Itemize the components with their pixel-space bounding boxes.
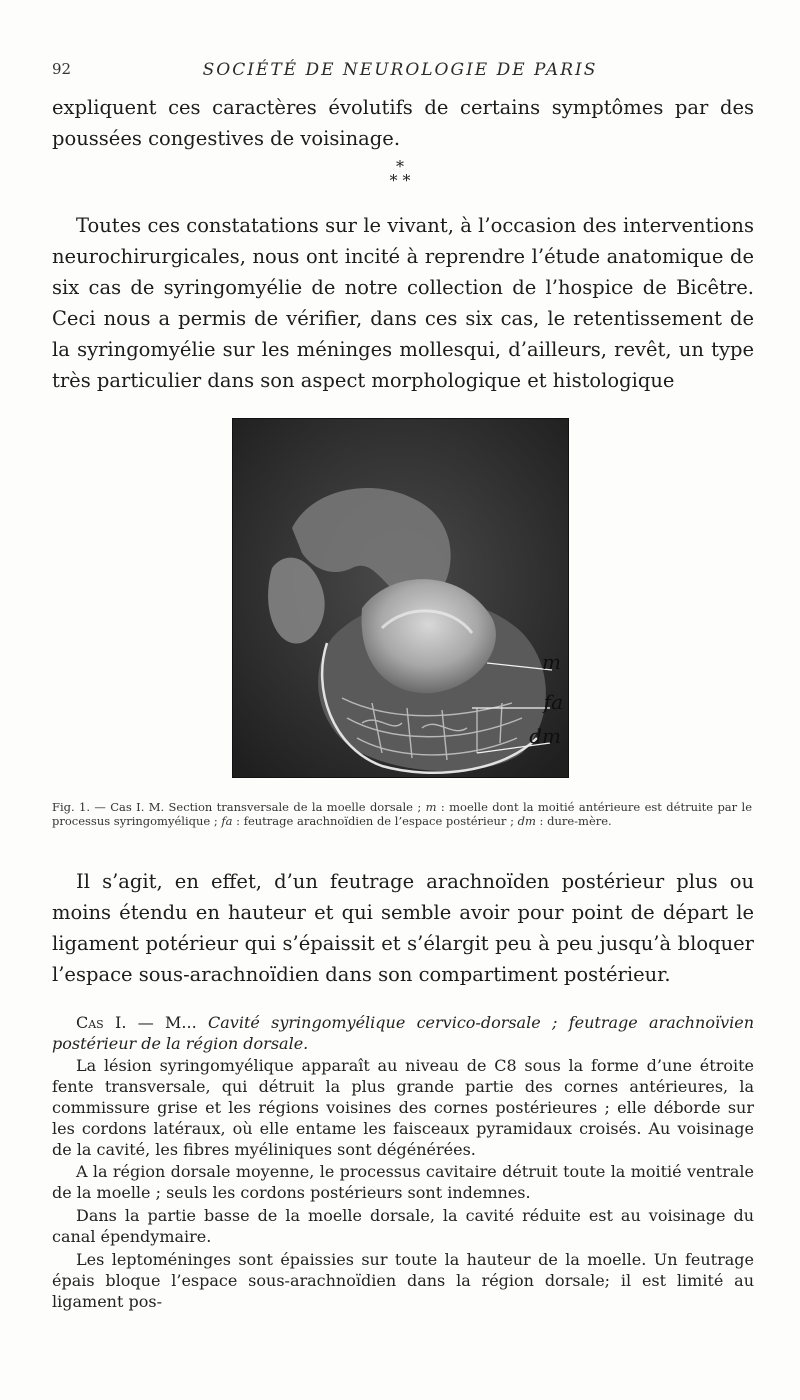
case-paragraph-3: Dans la partie basse de la moelle dorsale, la cavité réduite est au voisinage du canal épendymaire.	[52, 1206, 754, 1246]
case-label: Cas I.	[76, 1013, 127, 1032]
section-asterism	[0, 157, 800, 190]
asterism-bottom: * *	[389, 171, 411, 190]
caption-dm-text: : dure-mère.	[535, 814, 612, 828]
case-heading	[52, 1012, 754, 1054]
asterism-top: *	[396, 157, 404, 176]
figure-label-fa: fa	[543, 690, 563, 714]
caption-key-dm: dm	[517, 814, 536, 828]
case-paragraph-4: Les leptoméninges sont épaissies sur toute la hauteur de la moelle. Un feutrage épais bloque l’espace sous-arachnoïdien dans la région dorsale; il est limité au ligament pos-	[52, 1250, 754, 1311]
case-dash: — M...	[126, 1013, 209, 1032]
caption-key-fa: fa	[221, 814, 233, 828]
paragraph-continuation: expliquent ces caractères évolutifs de certains symptômes par des poussées congestives de voisinage.	[52, 96, 754, 150]
case-paragraph-1: La lésion syringomyélique apparaît au niveau de C8 sous la forme d’une étroite fente transversale, qui détruit la plus grande partie des cornes antérieures, la commissure grise et les régions voisines des cornes postérieures ; elle déborde sur les cordons latéraux, où elle entame les faisceaux pyramidaux croisés. Au voisinage de la cavité, les fibres myéliniques sont dégénérées.	[52, 1056, 754, 1159]
figure-caption	[52, 800, 752, 828]
caption-m-text: : moelle dont la moitié antérieure est détruite par le processus syringomyélique ;	[52, 800, 753, 828]
figure-label-dm: dm	[529, 724, 561, 748]
figure-label-m: m	[542, 650, 561, 674]
paragraph-observations: Toutes ces constatations sur le vivant, à l’occasion des interventions neurochirurgicales, nous ont incité à reprendre l’étude anatomique de six cas de syringomyélie de notre collection de l’hospice de Bicêtre. Ceci nous a permis de vérifier, dans ces six cas, le retentissement de la syringomyélie sur les méninges mollesqui, d’ailleurs, revêt, un type très particulier dans son aspect morphologique et histologique	[52, 214, 754, 392]
spinal-cord-section-photo	[232, 418, 569, 778]
case-paragraph-2: A la région dorsale moyenne, le processus cavitaire détruit toute la moitié ventrale de la moelle ; seuls les cordons postérieurs sont indemnes.	[52, 1162, 754, 1202]
page-number: 92	[52, 60, 72, 78]
page-header	[52, 60, 748, 84]
caption-fa-text: : feutrage arachnoïdien de l’espace postérieur ;	[232, 814, 518, 828]
paragraph-feutrage: Il s’agit, en effet, d’un feutrage arachnoïden postérieur plus ou moins étendu en hauteur et qui semble avoir pour point de départ le ligament potérieur qui s’épaissit et s’élargit peu à peu jusqu’à bloquer l’espace sous-arachnoïdien dans son compartiment postérieur.	[52, 870, 754, 986]
case-title: Cavité syringomyélique cervico-dorsale ; feutrage arachnoïvien postérieur de la région dorsale.	[52, 1013, 755, 1053]
running-head: SOCIÉTÉ DE NEUROLOGIE DE PARIS	[202, 60, 598, 80]
caption-lead: Fig. 1. — Cas I. M. Section transversale de la moelle dorsale ;	[52, 800, 426, 814]
caption-key-m: m	[425, 800, 437, 814]
micrograph-image	[232, 418, 569, 778]
